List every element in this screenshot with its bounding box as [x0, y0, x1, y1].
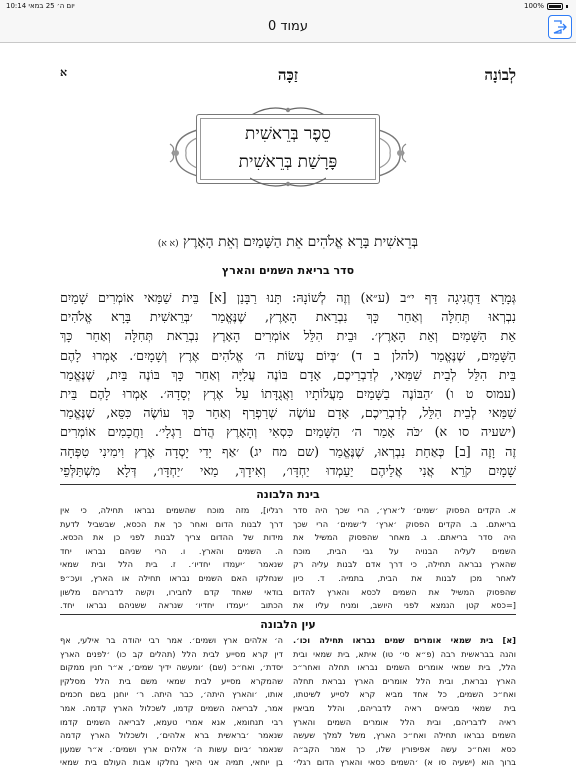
- commentary-line: הארץ נבראת, ובית הלל אומרים הארץ נבראת תחלה: [293, 675, 516, 686]
- main-text-line: שָׁמָיִם קֹרֵא אֲנִי אֲלֵיהֶם יַעַמְדוּ יַחְדָּו׳, וְאִידָךְ, מַאי ׳יַחְדָּו׳, דְּלָא מִשְׁתַּלְּפֵי: [60, 462, 516, 478]
- parasha-title: פָּרָשַׁת בְּרֵאשִׁית: [238, 152, 338, 172]
- commentary-line: בן יוחאי, תמיה אני היאך נחלקו אבות העולם בית שמאי: [60, 757, 283, 768]
- book-name: לְבוֹנָה: [484, 66, 516, 84]
- exit-icon: [552, 19, 568, 35]
- commentary-line: השמים לעליה הבנויה על גבי הבית, מוכח: [293, 545, 516, 556]
- commentary-line: שנאמר ׳בראשית ברא אלהים׳, ולשכלול הארץ קדמה: [60, 730, 283, 741]
- commentary-line: רגליו], מזה מוכח שהשמים נבראו תחילה, כי אין: [60, 505, 283, 515]
- binat-halevona-title: בינת הלבונה: [256, 488, 320, 501]
- title-frame: [166, 104, 410, 184]
- commentary-line: [א] בית שמאי אומרים שמים נבראו תחילה וכו׳.: [293, 635, 516, 645]
- main-text-line: שַׁמַּאי לְבֵית הִלֵּל, לְדִבְרֵיכֶם, אָדָם עוֹשֶׂה שְׁרַפְרַף וְאַחַר כָּךְ עוֹשֶׂה כִּסֵּא, שֶׁנֶּאֱמַר: [60, 405, 516, 421]
- commentary-line: שהפסוק המשיל את השמים לכסא והארץ להדום: [293, 586, 516, 597]
- commentary-line: א. הקדים הפסוק ׳שמים׳ ל׳ארץ׳, הרי שכך היה סדר: [293, 505, 516, 515]
- battery-tip-icon: [566, 5, 568, 8]
- commentary-line: ה. השמים והארץ. ו. הרי שניהם נבראו יחד: [60, 545, 283, 556]
- status-date: יום ה׳ 25 במאי: [28, 2, 75, 10]
- status-bar: [0, 0, 576, 12]
- commentary-line: לאחר מכן לבנות את הבית, בתמיה. ד. כיון: [293, 572, 516, 583]
- battery-percent: 100%: [523, 2, 544, 10]
- verse-heading: [60, 234, 516, 251]
- toolbar: [0, 12, 576, 43]
- main-text-line: (עמוס ט ו) ׳הַבּוֹנֶה בַשָּׁמַיִם מַעֲלוֹתָיו וַאֲגֻדָּתוֹ עַל אֶרֶץ יְסָדָהּ׳. אָמְרוּ לָהֶם בֵּית: [60, 386, 516, 402]
- commentary-line: מידות של ההדום צריך לבנות לפני כן את הכסא.: [60, 532, 283, 543]
- commentary-line: ראיה לדבריהם, ובית הלל אומרים השמים והארץ: [293, 716, 516, 727]
- commentary-line: אמר, לבריאה השמים קדמו, לשכלול הארץ קדמה. אמר: [60, 702, 283, 713]
- divider-rule: [60, 484, 516, 485]
- commentary-line: ברוך הוא (ישעיה סו א) ׳השמים כסאי והארץ הדום רגלי׳: [293, 757, 516, 768]
- commentary-line: הלל, בית שמאי אומרים השמים נבראו תחלה ואחר״כ: [293, 662, 516, 673]
- frame-bottom-ornament: [250, 176, 326, 190]
- main-text-line: (ישעיה סו א) ׳כֹּה אָמַר ה׳ הַשָּׁמַיִם כִּסְאִי וְהָאָרֶץ הֲדֹם רַגְלָי׳. וַחֲכָמִים אוֹמְרִים: [60, 424, 516, 440]
- commentary-line: הכתוב ׳יעמדו יחדיו׳ שנראה ששניהם נבראו יחד.: [60, 600, 283, 611]
- status-right: [524, 2, 568, 10]
- commentary-line: בודאי שאחד קדם לחבירו, וקשה לדבריהם מלשון: [60, 586, 283, 597]
- commentary-line: כסא ואח״כ עשה אפיפורין שלו, כך אמר הקב״ה: [293, 743, 516, 754]
- commentary-line: אותו, ׳והארץ היתה׳, כבר היתה. ר׳ יוחנן בשם חכמים: [60, 689, 283, 700]
- ein-left-column: [60, 634, 283, 768]
- commentary-line: ה׳ אלהים ארץ ושמים׳. אמר רבי יהודה בר אילעי, אף: [60, 635, 283, 645]
- commentary-line: בריאתם. ב. הקדים הפסוק ׳ארץ׳ ל׳שמים׳ הרי שכך: [293, 518, 516, 529]
- commentary-line: שהמקרא מסייע לבית שמאי משם בית הלל מסלקין: [60, 675, 283, 686]
- commentary-line: שהארץ נבראה תחילה, כי דרך אדם לבנות עליה רק: [293, 559, 516, 570]
- commentary-line: השמים נבראו תחילה ואח״כ הארץ, משל למלך שעשה: [293, 730, 516, 741]
- running-head: [60, 66, 516, 86]
- commentary-line: יסדת׳, ואח״כ (שם) ׳ומעשה ידיך שמים׳, א״ר חנין ממקום: [60, 662, 283, 673]
- commentary-line: והנה בבראשית רבה (פ״א סי׳ טו) איתא, בית שמאי ובית: [293, 648, 516, 659]
- section-title: סדר בריאת השמים והארץ: [221, 264, 355, 277]
- main-text-line: הַשָּׁמַיִם, שֶׁנֶּאֱמַר (להלן ב ד) ׳בְּיוֹם עֲשׂוֹת ה׳ אֱלֹהִים אֶרֶץ וְשָׁמָיִם׳. אָמְרוּ לָהֶם: [60, 347, 516, 363]
- main-text-line: אֵת הַשָּׁמַיִם וְאֵת הָאָרֶץ׳. וּבֵית הִלֵּל אוֹמְרִים הָאָרֶץ נִבְרֵאת תְּחִלָּה וְאַחַר כָּךְ: [60, 328, 516, 344]
- commentary-line: שנחלקו האם השמים נבראו תחילה או הארץ, ועכ״פ: [60, 572, 283, 583]
- exit-button[interactable]: [548, 15, 572, 39]
- commentary-line: [=כסא קטן הנמצא לפני היושב, ומניח עליו את: [293, 600, 516, 611]
- verse-text: בְּרֵאשִׁית בָּרָא אֱלֹהִים אֵת הַשָּׁמַיִם וְאֵת הָאָרֶץ: [183, 234, 419, 250]
- book-title: סֵפֶר בְּרֵאשִׁית: [245, 124, 331, 144]
- commentary-line: ואח״כ השמים, כל אחד מביא קרא לסייע לשיטתו,: [293, 689, 516, 700]
- ein-halevona-columns: [60, 634, 516, 768]
- battery-icon: [547, 3, 563, 10]
- status-time: 10:14: [6, 2, 27, 10]
- commentary-line: בית שמאי מביאים ראיה לדבריהם, והלל מביאין: [293, 702, 516, 713]
- commentary-line: היה סדר בריאתם. ג. מאחר שהפסוק המשיל את: [293, 532, 516, 543]
- ein-right-column: [293, 634, 516, 768]
- status-left: [6, 2, 75, 10]
- commentary-line: רבי תנחומא, אנא אמרי טעמא, לבריאה השמים קדמו: [60, 716, 283, 727]
- commentary-line: דרך לבנות הדום ואחר כך את הכסא, שבשביל לדעת: [60, 518, 283, 529]
- main-text: [60, 288, 516, 480]
- binat-halevona-columns: [60, 504, 516, 613]
- running-head-center: זַכָּה: [277, 66, 299, 84]
- ein-halevona-title: עין הלבונה: [260, 618, 316, 631]
- commentary-line: דין קרא מסייע לבית הלל (תהלים קב כו) ׳לפנים הארץ: [60, 648, 283, 659]
- book-page: [0, 44, 576, 768]
- main-text-line: נִבְרְאוּ תְּחִלָּה וְאַחַר כָּךְ נִבְרֵאת הָאָרֶץ, שֶׁנֶּאֱמַר ׳בְּרֵאשִׁית בָּרָא אֱלֹהִים: [60, 309, 516, 325]
- verse-reference: (א א): [157, 239, 179, 249]
- binat-left-column: [60, 504, 283, 613]
- page-letter: א: [60, 66, 68, 79]
- commentary-line: שנאמר ׳יעמדו יחדיו׳. ז. בית הלל ובית שמאי: [60, 559, 283, 570]
- main-text-line: זֶה וָזֶה [ב] כְּאַחַת נִבְרְאוּ, שֶׁנֶּאֱמַר (שם מח יג) ׳אַף יָדִי יָסְדָה אֶרֶץ וִימִינִי טִפְּחָה: [60, 443, 516, 459]
- commentary-line: שנאמר ׳ביום עשות ה׳ אלהים ארץ ושמים׳. א״ר שמעון: [60, 743, 283, 754]
- page-title: עמוד 0: [267, 19, 309, 34]
- main-text-line: בֵּית הִלֵּל לְבֵית שַׁמַּאי, לְדִבְרֵיכֶם, אָדָם בּוֹנֶה עֲלִיָּה וְאַחַר כָּךְ בּוֹנֶה בַּיִת, שֶׁנֶּאֱמַר: [60, 366, 516, 382]
- divider-rule: [60, 614, 516, 615]
- main-text-line: גְּמָרָא דַּחֲגִיגָה דַּף י״ב (ע״א) וְזֶה לְשׁוֹנָהּ: תָּנוּ רַבָּנַן [א] בֵּית שַׁמַּאי אוֹמְרִים שָׁמַיִם: [60, 290, 516, 305]
- binat-right-column: [293, 504, 516, 613]
